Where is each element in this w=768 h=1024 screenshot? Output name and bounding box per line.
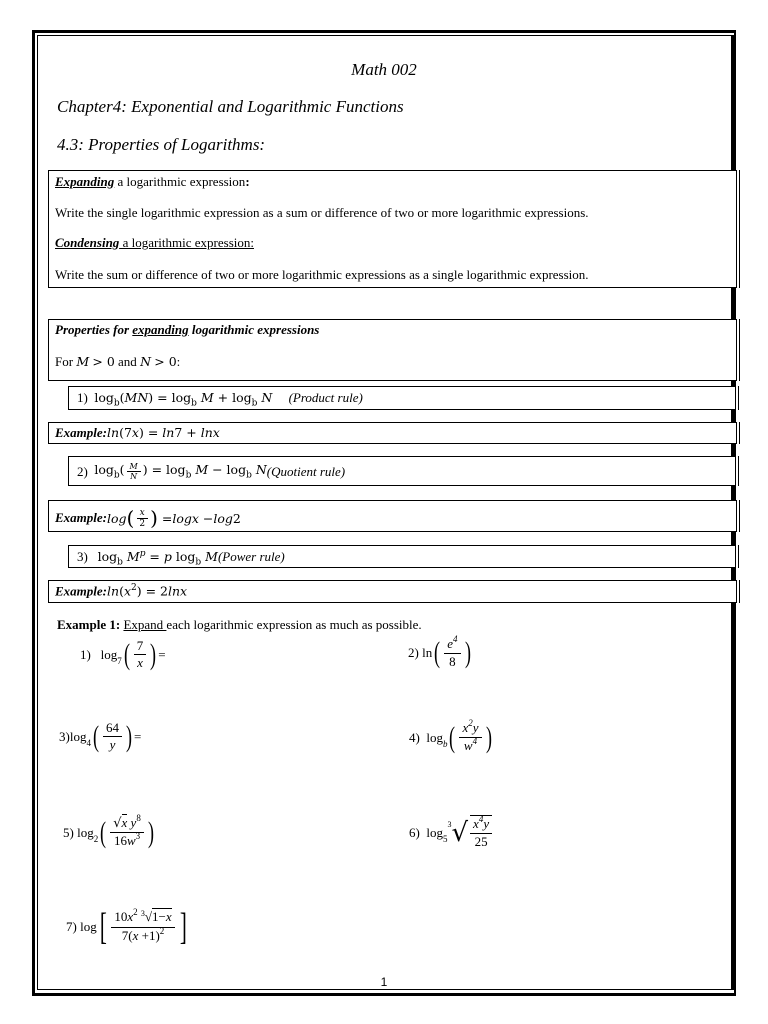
rule-product: 1) $\log_b(MN) = \log_b M + \log_b N$ (Product rule): [77, 390, 363, 409]
expanding-term: Expanding: [55, 174, 115, 189]
exercise-verb: Expand: [123, 617, 167, 632]
rule-power-box: [68, 545, 736, 568]
condensing-definition-heading: [55, 235, 254, 251]
example-product: Example:ln(7x) = ln7 + lnx: [55, 425, 220, 440]
problem-7-number: 7): [66, 919, 77, 934]
problem-4-number: 4): [409, 729, 420, 745]
rule-quotient: 2) $\log_b$( $\frac{M}{N}$ ) = $\log_b M - \log_b N$ (Quotient rule): [77, 462, 346, 481]
example-quotient: Example: log ( $\frac{x}{2}$ ) = logx − log 2: [55, 506, 241, 530]
exercise-instruction: each logarithmic expression as much as possible.: [166, 617, 422, 632]
problem-2-number: 2): [408, 645, 419, 660]
page-number: 1: [380, 975, 388, 989]
rule-quotient-box: [68, 456, 736, 486]
properties-box: [48, 319, 737, 381]
condensing-term: Condensing: [55, 235, 120, 250]
rule-power-name: (Power rule): [217, 549, 285, 565]
problem-5: 5) $\log_2$ ( $\frac{√x y^8}{16w^3}$ ): [63, 813, 154, 849]
rule-power: 3) $\log_b M^p = p$ $\log_b$ M(Power rule): [77, 549, 285, 568]
problem-6: 6) $\log_5$ 3 √ $\frac{x^4y}{25}$: [409, 815, 494, 850]
rule-power-number: 3): [77, 549, 88, 565]
exercise-heading: [57, 617, 422, 633]
problem-6-number: 6): [409, 824, 420, 840]
condensing-heading-text: a logarithmic expression:: [119, 235, 254, 250]
expanding-colon: :: [245, 174, 250, 189]
example-quotient-box: [48, 500, 737, 532]
course-title: Math 002: [351, 60, 417, 79]
properties-title-b: expanding: [132, 322, 189, 337]
rule-quotient-name: (Quotient rule): [266, 463, 346, 479]
properties-title-a: Properties for: [55, 322, 133, 337]
expanding-heading-text: a logarithmic expression: [114, 174, 246, 189]
expanding-definition-heading: [55, 174, 250, 190]
problem-5-number: 5): [63, 824, 74, 840]
exercise-label: Example 1:: [57, 617, 121, 632]
problem-7: 7) log [ $\frac{10x^2 ^3√1-x}{7(x +1)^2}$ ]: [66, 906, 187, 948]
example-quotient-label: Example:: [55, 510, 107, 525]
definitions-box: [48, 170, 737, 288]
example-power: $Example:\ln(x^2) = 2\ln x$: [55, 583, 188, 599]
example-power-box: [48, 580, 737, 603]
example-power-label: Example:: [55, 583, 107, 599]
rule-quotient-number: 2): [77, 463, 88, 479]
chapter-title: Chapter4: Exponential and Logarithmic Functions: [57, 97, 404, 116]
properties-title-c: logarithmic expressions: [188, 322, 320, 337]
problem-3: 3) $\log_4$ ( $\frac{64}{y}$ ) =: [59, 719, 142, 753]
rule-product-number: 1): [77, 390, 88, 405]
section-title: 4.3: Properties of Logarithms:: [57, 135, 266, 154]
problem-2: 2) ln ( $\frac{e^4}{8}$ ): [408, 634, 471, 669]
example-product-label: Example:: [55, 425, 107, 440]
problem-3-number: 3): [59, 728, 70, 744]
properties-condition: For M > 0 and N > 0:: [55, 354, 181, 369]
example-product-box: [48, 422, 737, 444]
problem-1-number: 1): [80, 646, 91, 662]
expanding-description: Write the single logarithmic expression as a sum or difference of two or more logarithmic expressions.: [55, 205, 589, 220]
problem-1: 1) $\log_7$ ( $\frac{7}{x}$ ) =: [80, 637, 166, 671]
rule-product-name: (Product rule): [288, 390, 363, 405]
condensing-description: Write the sum or difference of two or more logarithmic expressions as a single logarithmic expression.: [55, 267, 589, 282]
problem-4: 4) $\log_b$ ( $\frac{x^2y}{w^4}$ ): [409, 718, 492, 754]
rule-product-box: [68, 386, 736, 410]
properties-title: [55, 322, 319, 338]
